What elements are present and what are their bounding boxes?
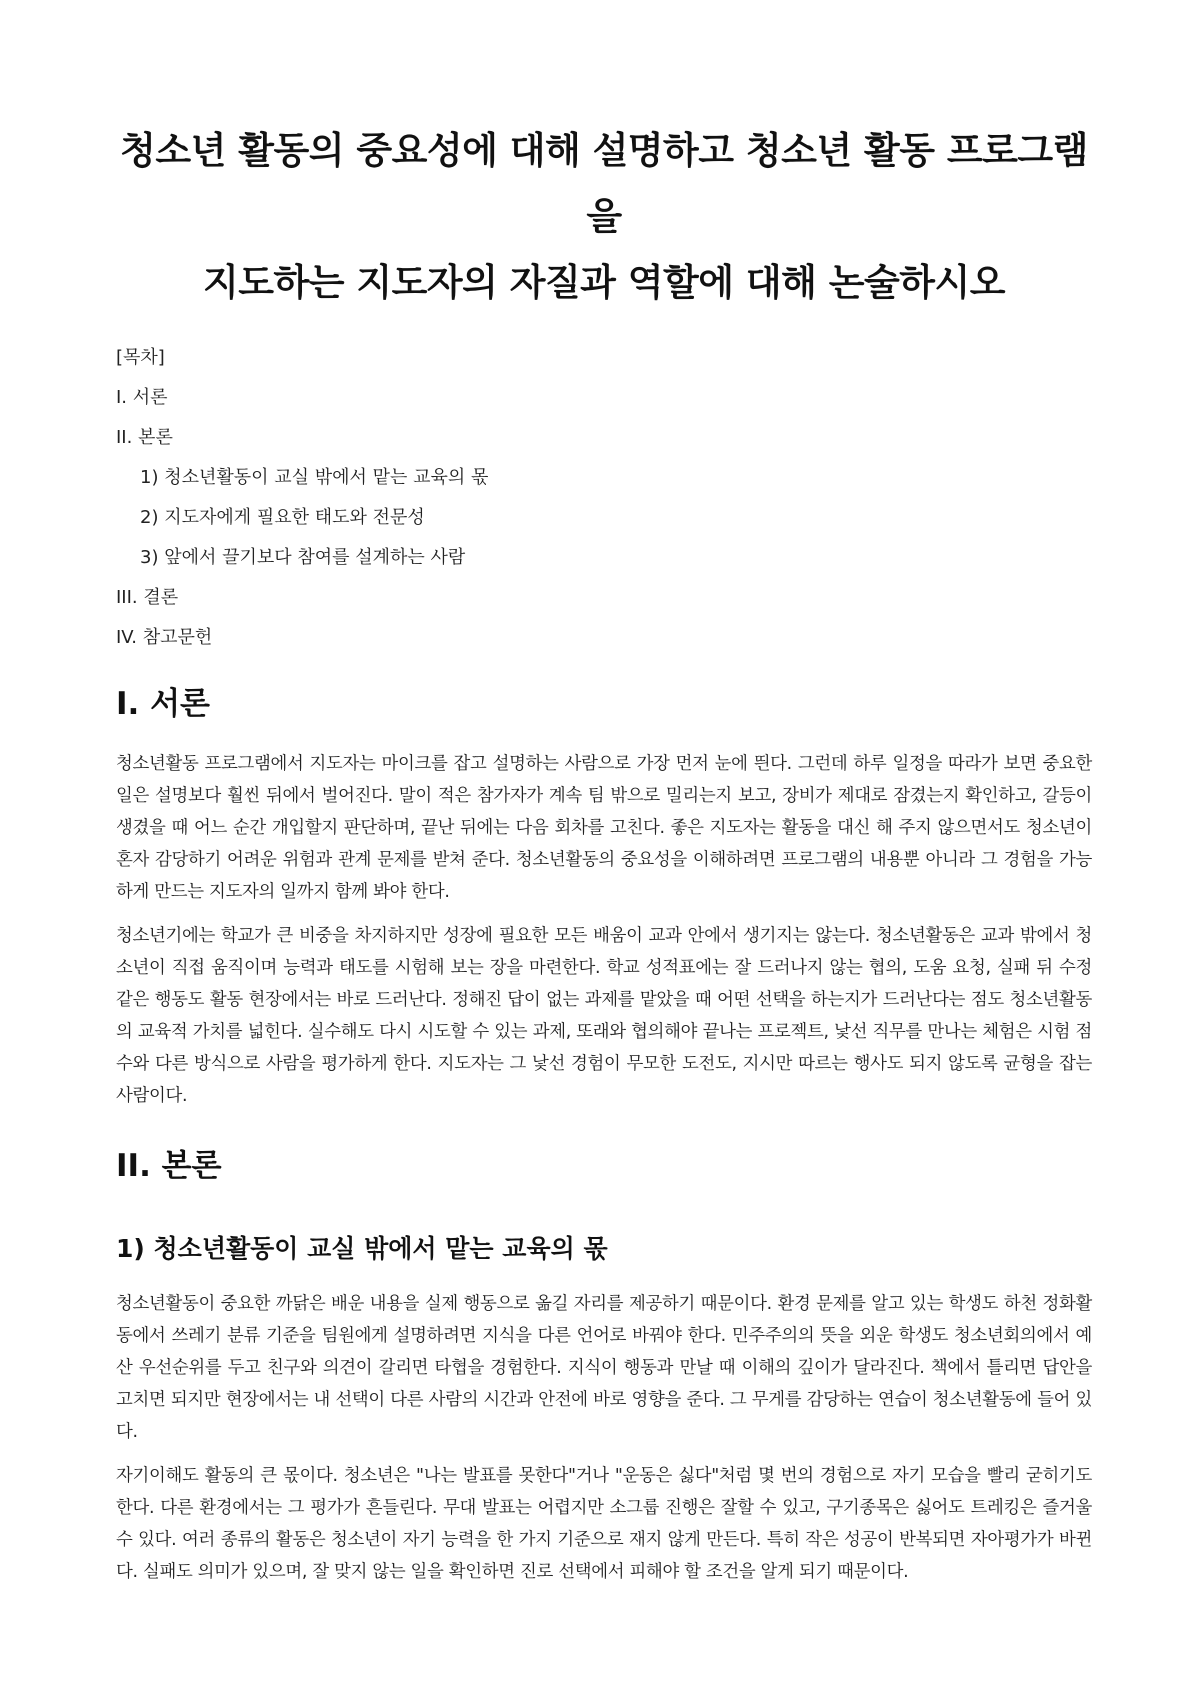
body-paragraph: 청소년활동 프로그램에서 지도자는 마이크를 잡고 설명하는 사람으로 가장 먼저 눈에 띈다. 그런데 하루 일정을 따라가 보면 중요한 일은 설명보다 훨씬 뒤에서 벌어진다. 말이 적은 참가자가 계속 팀 밖으로 밀리는지 보고, 장비가 제대로 잠겼는지 확인하고, 갈등이 생겼을 때 어느 순간 개입할지 판단하며, 끝난 뒤에는 다음 회차를 고친다. 좋은 지도자는 활동을 대신 해 주지 않으면서도 청소년이 혼자 감당하기 어려운 위험과 관계 문제를 받쳐 준다. 청소년활동의 중요성을 이해하려면 프로그램의 내용뿐 아니라 그 경험을 가능하게 만드는 지도자의 일까지 함께 봐야 한다. [116, 754, 1092, 902]
toc-item: IV. 참고문헌 [116, 627, 213, 648]
section-heading-body: II. 본론 [116, 1148, 222, 1184]
document-title [116, 118, 1092, 316]
body-paragraph: 자기이해도 활동의 큰 몫이다. 청소년은 "나는 발표를 못한다"거나 "운동은 싫다"처럼 몇 번의 경험으로 자기 모습을 빨리 굳히기도 한다. 다른 환경에서는 그 평가가 흔들린다. 무대 발표는 어렵지만 소그룹 진행은 잘할 수 있고, 구기종목은 싫어도 트레킹은 즐거울 수 있다. 여러 종류의 활동은 청소년이 자기 능력을 한 가지 기준으로 재지 않게 만든다. 특히 작은 성공이 반복되면 자아평가가 바뀐다. 실패도 의미가 있으며, 잘 맞지 않는 일을 확인하면 진로 선택에서 피해야 할 조건을 알게 되기 때문이다. [116, 1466, 1092, 1582]
body-paragraph: 청소년활동이 중요한 까닭은 배운 내용을 실제 행동으로 옮길 자리를 제공하기 때문이다. 환경 문제를 알고 있는 학생도 하천 정화활동에서 쓰레기 분류 기준을 팀원에게 설명하려면 지식을 다른 언어로 바꿔야 한다. 민주주의의 뜻을 외운 학생도 청소년회의에서 예산 우선순위를 두고 친구와 의견이 갈리면 타협을 경험한다. 지식이 행동과 만날 때 이해의 깊이가 달라진다. 책에서 틀리면 답안을 고치면 되지만 현장에서는 내 선택이 다른 사람의 시간과 안전에 바로 영향을 준다. 그 무게를 감당하는 연습이 청소년활동에 들어 있다. [116, 1294, 1092, 1442]
title-line: 지도하는 지도자의 자질과 역할에 대해 논술하시오 [203, 261, 1005, 304]
toc-heading: [목차] [116, 347, 165, 368]
table-of-contents [116, 346, 1092, 650]
section-heading-introduction: I. 서론 [116, 686, 210, 722]
title-line: 청소년 활동의 중요성에 대해 설명하고 청소년 활동 프로그램을 [120, 129, 1088, 238]
toc-subitem: 3) 앞에서 끌기보다 참여를 설계하는 사람 [140, 547, 466, 568]
body-paragraph: 청소년기에는 학교가 큰 비중을 차지하지만 성장에 필요한 모든 배움이 교과 안에서 생기지는 않는다. 청소년활동은 교과 밖에서 청소년이 직접 움직이며 능력과 태도를 시험해 보는 장을 마련한다. 학교 성적표에는 잘 드러나지 않는 협의, 도움 요청, 실패 뒤 수정 같은 행동도 활동 현장에서는 바로 드러난다. 정해진 답이 없는 과제를 맡았을 때 어떤 선택을 하는지가 드러난다는 점도 청소년활동의 교육적 가치를 넓힌다. 실수해도 다시 시도할 수 있는 과제, 또래와 협의해야 끝나는 프로젝트, 낯선 직무를 만나는 체험은 시험 점수와 다른 방식으로 사람을 평가하게 한다. 지도자는 그 낯선 경험이 무모한 도전도, 지시만 따르는 행사도 되지 않도록 균형을 잡는 사람이다. [116, 926, 1093, 1106]
toc-item: II. 본론 [116, 427, 173, 448]
toc-item: III. 결론 [116, 587, 179, 608]
toc-subitem: 2) 지도자에게 필요한 태도와 전문성 [140, 507, 425, 528]
subsection-heading: 1) 청소년활동이 교실 밖에서 맡는 교육의 몫 [116, 1234, 608, 1263]
toc-subitem: 1) 청소년활동이 교실 밖에서 맡는 교육의 몫 [140, 467, 489, 488]
toc-item: I. 서론 [116, 387, 168, 408]
